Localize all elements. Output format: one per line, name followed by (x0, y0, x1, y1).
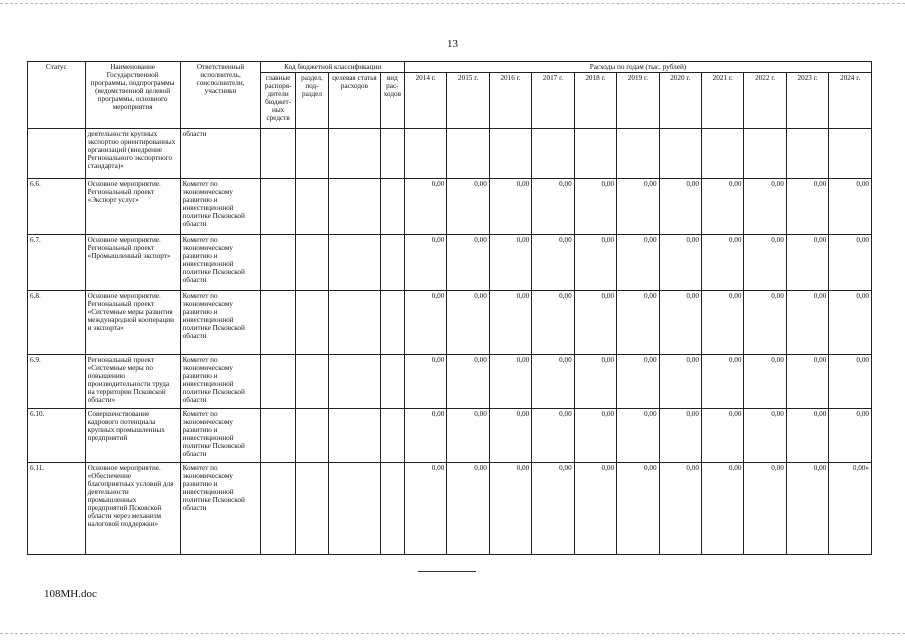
row-status (28, 129, 86, 179)
row-status: 6.8. (28, 291, 86, 355)
header-year: 2023 г. (786, 73, 828, 129)
row-year-value: 0,00 (701, 355, 743, 409)
row-code-cell (295, 129, 328, 179)
header-expenses: Расходы по годам (тыс. рублей) (404, 62, 871, 73)
row-code-cell (261, 463, 295, 555)
row-year-value: 0,00 (404, 463, 446, 555)
row-year-value: 0,00 (404, 179, 446, 235)
row-year-value: 0,00 (829, 179, 872, 235)
row-year-value (574, 129, 616, 179)
row-year-value: 0,00 (829, 291, 872, 355)
row-name: Основное мероприятие. «Обеспечение благоприятных условий для деятельности промышленных предприятий Псковской области через механизм налоговой поддержки» (85, 463, 180, 555)
row-year-value: 0,00 (617, 463, 659, 555)
row-year-value: 0,00 (786, 291, 828, 355)
header-year: 2014 г. (404, 73, 446, 129)
header-year: 2024 г. (829, 73, 872, 129)
row-year-value: 0,00 (659, 235, 701, 291)
table-row (28, 409, 872, 463)
row-name: Совершенствование кадрового потенциала крупных промышленных предприятий (85, 409, 180, 463)
row-executor: Комитет по экономическому развитию и инвестиционной политике Псковской области (180, 355, 261, 409)
row-status: 6.6. (28, 179, 86, 235)
row-executor: Комитет по экономическому развитию и инвестиционной политике Псковской области (180, 291, 261, 355)
row-year-value: 0,00 (489, 235, 531, 291)
row-code-cell (380, 291, 404, 355)
table-row (28, 235, 872, 291)
header-code-col: главные распоря-дители бюджет-ных средств (261, 73, 295, 129)
row-year-value: 0,00 (744, 355, 786, 409)
row-year-value (786, 129, 828, 179)
row-year-value: 0,00 (574, 235, 616, 291)
table-row (28, 129, 872, 179)
row-year-value (617, 129, 659, 179)
row-year-value: 0,00 (659, 179, 701, 235)
row-year-value: 0,00 (404, 409, 446, 463)
row-code-cell (329, 463, 381, 555)
row-year-value: 0,00 (786, 463, 828, 555)
header-year: 2015 г. (447, 73, 489, 129)
row-year-value: 0,00 (744, 463, 786, 555)
row-name: Основное мероприятие. Региональный проект «Системные меры развития международной кооперации и экспорта» (85, 291, 180, 355)
row-code-cell (295, 235, 328, 291)
header-year: 2021 г. (701, 73, 743, 129)
row-year-value: 0,00 (447, 291, 489, 355)
row-status: 6.11. (28, 463, 86, 555)
row-year-value: 0,00 (701, 235, 743, 291)
page-number: 13 (447, 38, 458, 50)
row-year-value: 0,00 (659, 355, 701, 409)
file-name: 108МН.doc (44, 588, 97, 600)
table-end-line (418, 571, 476, 572)
row-code-cell (295, 409, 328, 463)
scan-edge-top (0, 3, 905, 4)
row-code-cell (295, 355, 328, 409)
row-code-cell (261, 355, 295, 409)
row-year-value: 0,00 (659, 463, 701, 555)
header-budget-code: Код бюджетной классификации (261, 62, 404, 73)
header-year: 2017 г. (532, 73, 574, 129)
row-code-cell (329, 235, 381, 291)
row-year-value: 0,00 (701, 179, 743, 235)
header-code-col: раздел, под-раздел (295, 73, 328, 129)
table-row (28, 291, 872, 355)
row-year-value: 0,00 (617, 291, 659, 355)
row-year-value: 0,00 (574, 291, 616, 355)
row-code-cell (380, 355, 404, 409)
row-year-value: 0,00 (659, 291, 701, 355)
row-code-cell (261, 235, 295, 291)
row-code-cell (295, 179, 328, 235)
header-status: Статус (28, 62, 86, 129)
row-executor: Комитет по экономическому развитию и инвестиционной политике Псковской области (180, 409, 261, 463)
row-year-value: 0,00 (701, 409, 743, 463)
header-year: 2018 г. (574, 73, 616, 129)
row-year-value: 0,00 (532, 463, 574, 555)
row-year-value: 0,00 (829, 235, 872, 291)
row-code-cell (261, 129, 295, 179)
row-status: 6.10. (28, 409, 86, 463)
row-year-value: 0,00 (744, 179, 786, 235)
row-year-value (489, 129, 531, 179)
header-code-col: вид рас-ходов (380, 73, 404, 129)
row-year-value: 0,00 (701, 291, 743, 355)
header-year: 2020 г. (659, 73, 701, 129)
row-year-value: 0,00 (489, 179, 531, 235)
row-year-value: 0,00 (786, 409, 828, 463)
row-year-value: 0,00 (404, 355, 446, 409)
row-code-cell (261, 291, 295, 355)
row-code-cell (261, 179, 295, 235)
header-year: 2022 г. (744, 73, 786, 129)
row-code-cell (380, 409, 404, 463)
table-row (28, 463, 872, 555)
row-year-value: 0,00 (744, 409, 786, 463)
row-year-value: 0,00 (447, 235, 489, 291)
row-executor: области (180, 129, 261, 179)
header-year: 2019 г. (617, 73, 659, 129)
row-year-value: 0,00 (786, 355, 828, 409)
table-row (28, 355, 872, 409)
row-name: деятельности крупных экспортно ориентированных организаций (внедрение Регионального экспортного стандарта)» (85, 129, 180, 179)
row-year-value: 0,00 (829, 355, 872, 409)
row-year-value: 0,00 (447, 463, 489, 555)
row-year-value: 0,00» (829, 463, 872, 555)
row-year-value: 0,00 (489, 409, 531, 463)
row-year-value: 0,00 (447, 179, 489, 235)
table-row (28, 179, 872, 235)
row-year-value: 0,00 (617, 355, 659, 409)
row-year-value: 0,00 (744, 291, 786, 355)
row-year-value (404, 129, 446, 179)
row-year-value: 0,00 (617, 179, 659, 235)
row-year-value (659, 129, 701, 179)
row-code-cell (329, 355, 381, 409)
row-code-cell (380, 129, 404, 179)
row-year-value: 0,00 (701, 463, 743, 555)
row-code-cell (329, 409, 381, 463)
header-executor: Ответственный исполнитель, соисполнители, участники (180, 62, 261, 129)
row-code-cell (295, 291, 328, 355)
row-year-value: 0,00 (659, 409, 701, 463)
row-year-value: 0,00 (786, 179, 828, 235)
row-code-cell (329, 291, 381, 355)
row-year-value: 0,00 (786, 235, 828, 291)
row-year-value: 0,00 (532, 409, 574, 463)
row-year-value: 0,00 (532, 235, 574, 291)
row-year-value: 0,00 (489, 291, 531, 355)
row-year-value: 0,00 (829, 409, 872, 463)
row-year-value: 0,00 (574, 409, 616, 463)
row-year-value: 0,00 (617, 235, 659, 291)
budget-table (27, 61, 872, 555)
row-code-cell (380, 179, 404, 235)
row-code-cell (329, 129, 381, 179)
row-status: 6.9. (28, 355, 86, 409)
row-year-value: 0,00 (489, 463, 531, 555)
row-year-value: 0,00 (617, 409, 659, 463)
row-name: Региональный проект «Системные меры по повышению производительности труда на территории Псковской области» (85, 355, 180, 409)
row-year-value (701, 129, 743, 179)
row-year-value: 0,00 (574, 179, 616, 235)
row-year-value: 0,00 (447, 355, 489, 409)
row-name: Основное мероприятие. Региональный проект «Экспорт услуг» (85, 179, 180, 235)
row-executor: Комитет по экономическому развитию и инвестиционной политике Псковской области (180, 235, 261, 291)
row-executor: Комитет по экономическому развитию и инвестиционной политике Псковской области (180, 179, 261, 235)
row-year-value: 0,00 (532, 291, 574, 355)
row-year-value: 0,00 (744, 235, 786, 291)
row-year-value: 0,00 (489, 355, 531, 409)
row-code-cell (261, 409, 295, 463)
row-year-value: 0,00 (447, 409, 489, 463)
row-code-cell (295, 463, 328, 555)
row-name: Основное мероприятие. Региональный проект «Промышленный экспорт» (85, 235, 180, 291)
row-year-value (532, 129, 574, 179)
row-year-value: 0,00 (532, 179, 574, 235)
row-code-cell (329, 179, 381, 235)
row-year-value: 0,00 (532, 355, 574, 409)
header-year: 2016 г. (489, 73, 531, 129)
scan-edge-bottom (0, 633, 905, 634)
row-code-cell (380, 463, 404, 555)
row-code-cell (380, 235, 404, 291)
header-code-col: целевая статья расходов (329, 73, 381, 129)
row-year-value (447, 129, 489, 179)
header-name: Наименование Государственной программы, подпрограммы (ведомственной целевой программы, основного мероприятия (85, 62, 180, 129)
row-executor: Комитет по экономическому развитию и инвестиционной политике Псковской области (180, 463, 261, 555)
row-year-value: 0,00 (574, 355, 616, 409)
row-year-value: 0,00 (404, 291, 446, 355)
row-year-value (744, 129, 786, 179)
row-year-value (829, 129, 872, 179)
row-year-value: 0,00 (574, 463, 616, 555)
row-year-value: 0,00 (404, 235, 446, 291)
row-status: 6.7. (28, 235, 86, 291)
